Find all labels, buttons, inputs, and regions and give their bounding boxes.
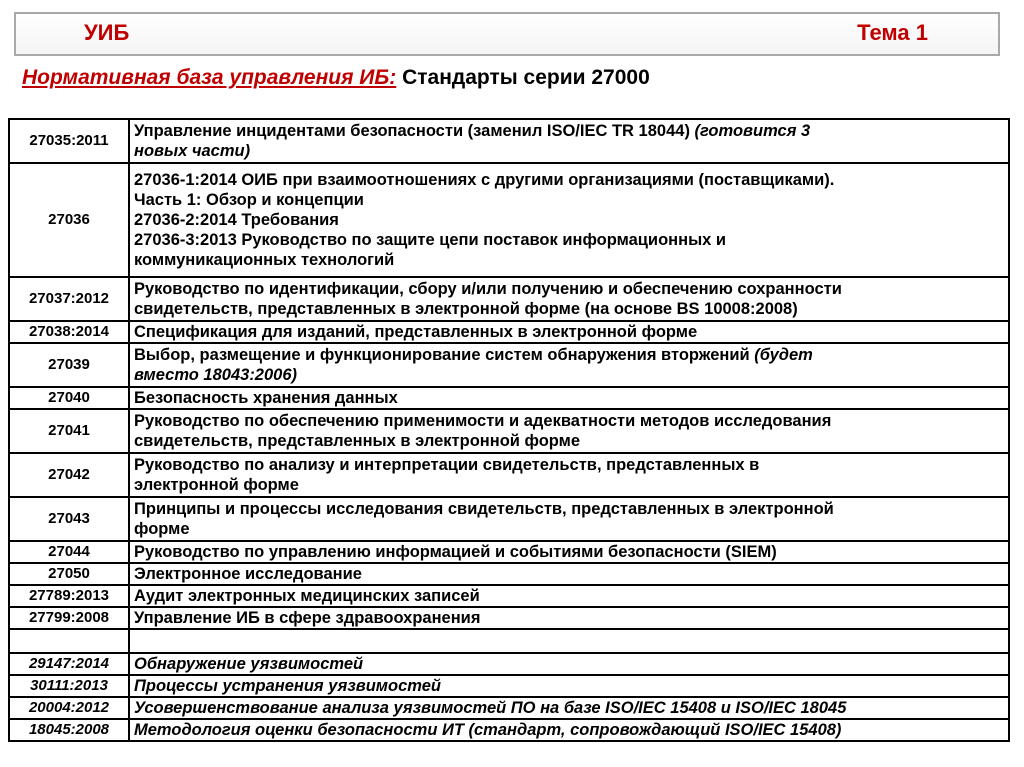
description-text: Часть 1: Обзор и концепции (134, 191, 364, 209)
description-line (134, 388, 1004, 408)
table-row (9, 585, 1009, 607)
description-text: Обнаружение уязвимостей (134, 655, 364, 673)
table-row (9, 697, 1009, 719)
description-text: Методология оценки безопасности ИТ (стандарт, сопровождающий ISO/IEC 15408) (134, 721, 842, 739)
standards-table (8, 118, 1010, 742)
table-row (9, 119, 1009, 163)
description-text: Принципы и процессы исследования свидетельств, представленных в электронной (134, 500, 834, 518)
table-row (9, 629, 1009, 653)
description-text: коммуникационных технологий (134, 251, 395, 269)
standard-code-cell: 30111:2013 (9, 675, 129, 697)
description-line (134, 365, 1004, 385)
course-label: УИБ (84, 20, 130, 45)
description-text: Руководство по обеспечению применимости и адекватности методов исследования (134, 412, 832, 430)
standard-description-cell (129, 497, 1009, 541)
standard-code-cell: 27044 (9, 541, 129, 563)
description-line (134, 542, 1004, 562)
description-text: Усовершенствование анализа уязвимостей ПО на базе ISO/IEC 15408 и ISO/IEC 18045 (134, 699, 847, 717)
standard-code-cell: 27042 (9, 453, 129, 497)
standard-description-cell (129, 697, 1009, 719)
standard-code-cell: 27036 (9, 163, 129, 277)
description-line (134, 190, 1004, 210)
table-row (9, 321, 1009, 343)
description-line (134, 121, 1004, 141)
description-line (134, 345, 1004, 365)
description-text: Электронное исследование (134, 565, 362, 583)
description-line (134, 230, 1004, 250)
standard-description-cell (129, 453, 1009, 497)
standard-code-cell: 27789:2013 (9, 585, 129, 607)
description-line (134, 586, 1004, 606)
slide-title (22, 66, 650, 90)
description-text: Руководство по управлению информацией и событиями безопасности (SIEM) (134, 543, 777, 561)
description-text: Спецификация для изданий, представленных в электронной форме (134, 323, 698, 341)
standard-code-cell: 27043 (9, 497, 129, 541)
table-row (9, 453, 1009, 497)
description-line (134, 720, 1004, 740)
table-row (9, 387, 1009, 409)
description-note: (будет (754, 346, 813, 364)
description-text: Руководство по анализу и интерпретации свидетельств, представленных в (134, 456, 760, 474)
description-line (134, 455, 1004, 475)
description-text: новых части) (134, 142, 251, 160)
description-text: 27036-2:2014 Требования (134, 211, 339, 229)
description-line (134, 698, 1004, 718)
table-row (9, 719, 1009, 741)
standard-code-cell: 27038:2014 (9, 321, 129, 343)
standard-description-cell (129, 719, 1009, 741)
standard-code-cell: 27037:2012 (9, 277, 129, 321)
standard-description-cell (129, 585, 1009, 607)
standard-code-cell: 27799:2008 (9, 607, 129, 629)
table-row (9, 409, 1009, 453)
description-text: 27036-1:2014 ОИБ при взаимоотношениях с другими организациями (поставщиками). (134, 171, 835, 189)
standard-code-cell: 27041 (9, 409, 129, 453)
standard-description-cell (129, 119, 1009, 163)
description-line (134, 519, 1004, 539)
description-text: вместо 18043:2006) (134, 366, 298, 384)
description-line (134, 299, 1004, 319)
description-text: Управление инцидентами безопасности (заменил ISO/IEC TR 18044) (134, 122, 695, 140)
table-row (9, 163, 1009, 277)
description-line (134, 170, 1004, 190)
standard-description-cell (129, 541, 1009, 563)
standard-code-cell: 20004:2012 (9, 697, 129, 719)
standard-description-cell (129, 321, 1009, 343)
description-line (134, 431, 1004, 451)
description-line (134, 279, 1004, 299)
slide-title-main: Нормативная база управления ИБ: (22, 66, 397, 89)
description-line (134, 564, 1004, 584)
description-text: Управление ИБ в сфере здравоохранения (134, 609, 481, 627)
standard-description-cell (129, 277, 1009, 321)
standard-description-cell (129, 163, 1009, 277)
standard-description-cell (129, 653, 1009, 675)
table-row (9, 497, 1009, 541)
topic-label: Тема 1 (857, 20, 928, 45)
table-row (9, 541, 1009, 563)
standard-description-cell (129, 563, 1009, 585)
table-row (9, 607, 1009, 629)
table-row (9, 653, 1009, 675)
table-row (9, 563, 1009, 585)
description-line (134, 475, 1004, 495)
table-row (9, 675, 1009, 697)
description-text: 27036-3:2013 Руководство по защите цепи поставок информационных и (134, 231, 727, 249)
description-line (134, 608, 1004, 628)
description-text: форме (134, 520, 190, 538)
description-line (134, 499, 1004, 519)
description-text: Процессы устранения уязвимостей (134, 677, 441, 695)
description-line (134, 676, 1004, 696)
description-text: Руководство по идентификации, сбору и/или получению и обеспечению сохранности (134, 280, 842, 298)
description-line (134, 250, 1004, 270)
description-line (134, 322, 1004, 342)
description-text: Выбор, размещение и функционирование систем обнаружения вторжений (134, 346, 755, 364)
description-text: Безопасность хранения данных (134, 389, 398, 407)
standard-code-cell: 27035:2011 (9, 119, 129, 163)
standard-code-cell (9, 629, 129, 653)
description-note: (готовится 3 (694, 122, 811, 140)
standard-code-cell: 27040 (9, 387, 129, 409)
table-row (9, 343, 1009, 387)
standard-description-cell (129, 607, 1009, 629)
description-line (134, 141, 1004, 161)
description-text: Аудит электронных медицинских записей (134, 587, 480, 605)
standard-description-cell (129, 409, 1009, 453)
description-line (134, 654, 1004, 674)
standard-description-cell (129, 675, 1009, 697)
description-text: свидетельств, представленных в электронной форме (на основе BS 10008:2008) (134, 300, 798, 318)
description-text: свидетельств, представленных в электронной форме (134, 432, 581, 450)
standard-code-cell: 27050 (9, 563, 129, 585)
standard-code-cell: 27039 (9, 343, 129, 387)
standard-description-cell (129, 629, 1009, 653)
standard-description-cell (129, 343, 1009, 387)
description-line (134, 210, 1004, 230)
table-row (9, 277, 1009, 321)
slide-title-sub: Стандарты серии 27000 (402, 66, 650, 89)
standard-description-cell (129, 387, 1009, 409)
description-text: электронной форме (134, 476, 299, 494)
standard-code-cell: 18045:2008 (9, 719, 129, 741)
header-bar (14, 12, 1000, 56)
description-line (134, 411, 1004, 431)
standard-code-cell: 29147:2014 (9, 653, 129, 675)
